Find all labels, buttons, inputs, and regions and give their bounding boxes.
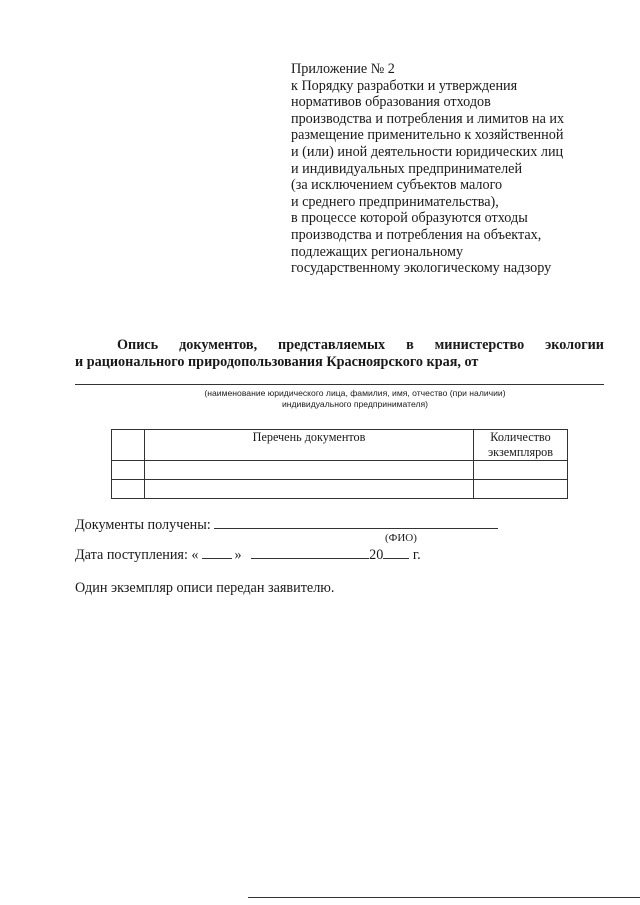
table-row [112,461,568,480]
year-suffix: г. [412,547,421,563]
appendix-line: производства и потребления на объектах, [291,226,542,243]
year-prefix: 20 [369,547,384,563]
appendix-line: в процессе которой образуются отходы [291,210,528,227]
fio-hint: (ФИО) [385,532,417,544]
table-cell[interactable] [112,461,145,480]
col-count-line-2: экземпляров [487,445,554,459]
applicant-name-hint [150,388,560,410]
document-title [75,337,604,371]
appendix-line: и индивидуальных предпринимателей [291,160,523,177]
table-cell[interactable] [474,480,568,499]
table-cell[interactable] [145,480,474,499]
title-line-1: Опись документов, представляемых в министерство экологии [117,337,604,353]
col-count-header [474,430,568,461]
col-number-header [112,430,145,461]
appendix-line: Приложение № 2 [291,61,395,77]
table-cell[interactable] [145,461,474,480]
copy-note: Один экземпляр описи передан заявителю. [75,580,335,596]
date-day-field[interactable] [202,544,232,559]
table-row [112,480,568,499]
appendix-line: государственному экологическому надзору [291,260,552,277]
col-count-line-1: Количество [490,430,551,444]
documents-table [111,429,568,499]
date-month-field[interactable] [251,544,369,559]
appendix-line: размещение применительно к хозяйственной [291,127,564,144]
appendix-line: к Порядку разработки и утверждения [291,77,518,94]
date-label: Дата поступления: « [75,547,199,563]
date-close-quote: » [234,547,242,563]
documents-received [75,514,498,534]
date-year-field[interactable] [383,544,409,559]
bottom-rule [248,897,640,898]
appendix-line: производства и потребления и лимитов на их [291,110,565,127]
appendix-line: подлежащих региональному [291,243,464,260]
hint-line-2: индивидуального предпринимателя) [281,399,429,409]
hint-line-1: (наименование юридического лица, фамилия, имя, отчество (при наличии) [204,388,506,398]
appendix-line: нормативов образования отходов [291,94,491,111]
table-cell[interactable] [112,480,145,499]
table-cell[interactable] [474,461,568,480]
appendix-line: и среднего предпринимательства), [291,193,499,210]
appendix-line: (за исключением субъектов малого [291,177,503,194]
appendix-note [291,61,621,277]
title-line-2: и рационального природопользования Красноярского края, от [75,354,479,370]
table-header-row [112,430,568,461]
received-fio-field[interactable] [214,514,498,529]
received-label: Документы получены: [75,517,211,533]
receipt-date [75,544,421,564]
applicant-name-line[interactable] [75,384,604,385]
appendix-line: и (или) иной деятельности юридических лиц [291,143,564,160]
col-documents-header: Перечень документов [145,430,474,461]
